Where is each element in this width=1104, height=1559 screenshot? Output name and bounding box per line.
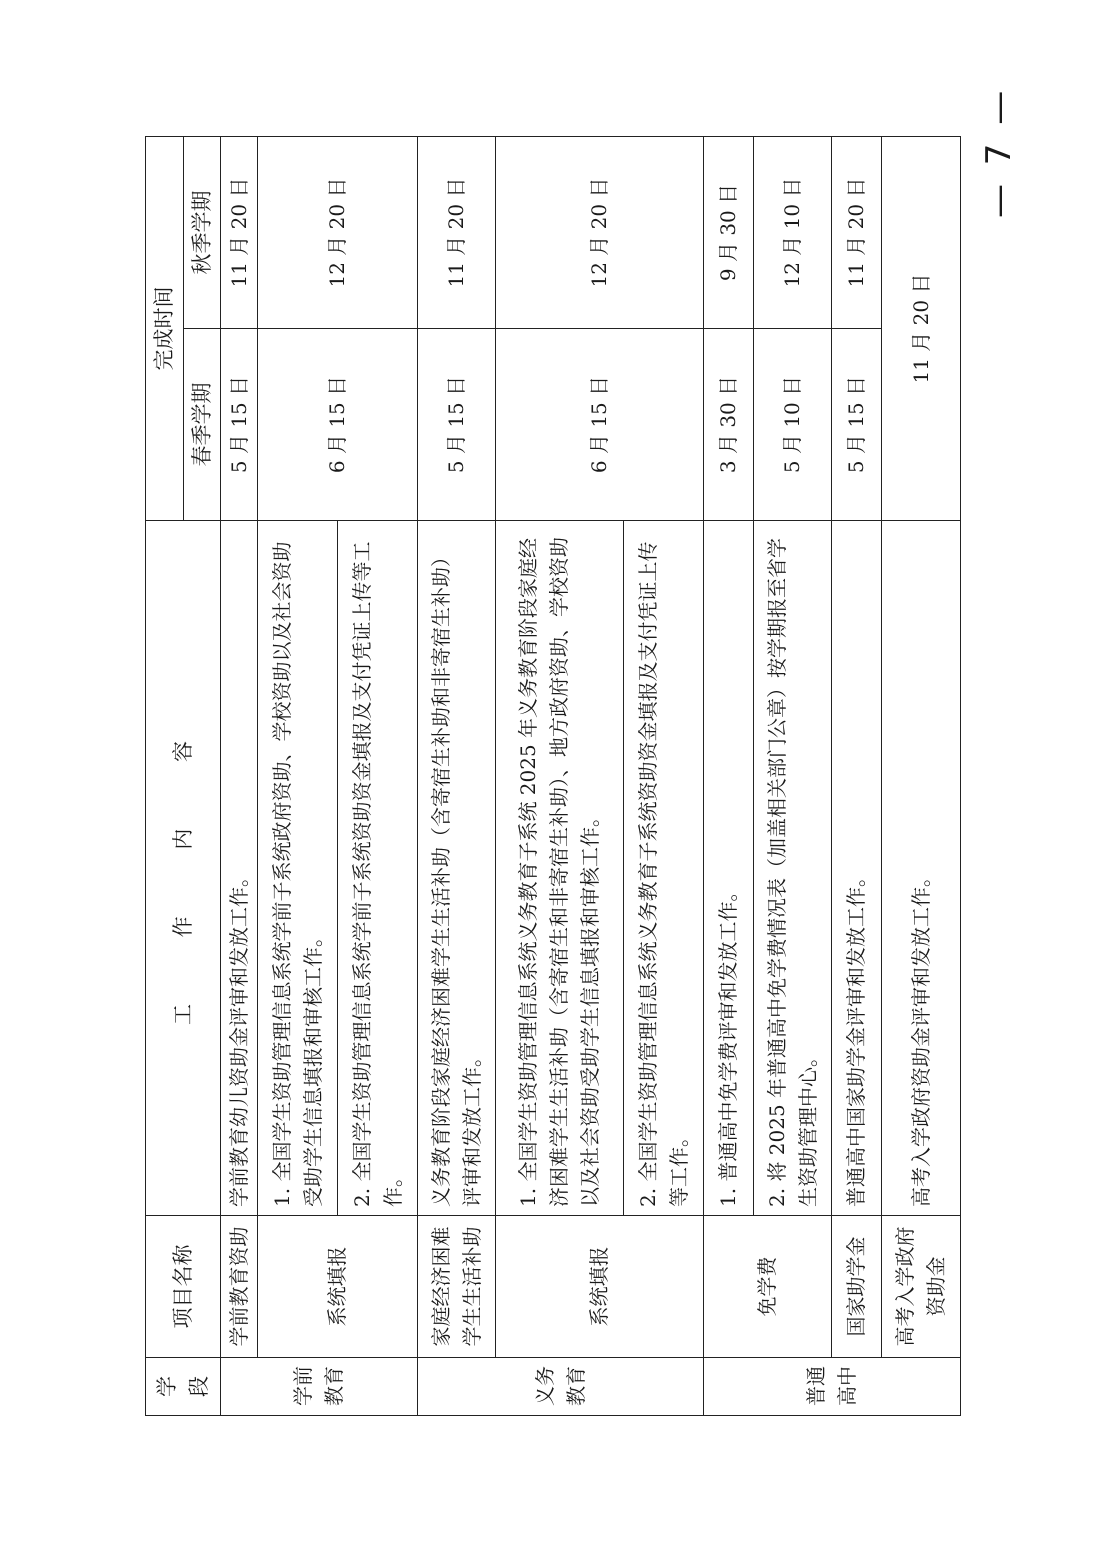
stage-label: 义务教育: [532, 1366, 588, 1406]
autumn-date: 11 月 20 日: [221, 137, 258, 329]
project-name: 免学费: [704, 1216, 832, 1358]
table-row: [832, 137, 882, 1416]
autumn-date: 12 月 20 日: [496, 137, 704, 329]
table-row: [221, 137, 258, 1416]
table-row: [704, 137, 754, 1416]
spring-date: 5 月 15 日: [221, 329, 258, 521]
work-content: 1. 普通高中免学费评审和发放工作。: [704, 521, 754, 1216]
work-schedule-table: [145, 136, 961, 1416]
work-content: 2. 全国学生资助管理信息系统义务教育子系统资助资金填报及支付凭证上传等工作。: [624, 521, 704, 1216]
project-name: 高考入学政府资助金: [882, 1216, 961, 1358]
completion-date-merged: 11 月 20 日: [882, 137, 961, 521]
work-content: 高考入学政府资助金评审和发放工作。: [882, 521, 961, 1216]
autumn-date: 11 月 20 日: [418, 137, 496, 329]
table-row: [418, 137, 496, 1416]
work-content: 1. 全国学生资助管理信息系统义务教育子系统 2025 年义务教育阶段家庭经济困难学生生活补助（含寄宿生和非寄宿生补助）、地方政府资助、学校资助以及社会资助受助学生信息填报和审核工作。: [496, 521, 624, 1216]
spring-date: 5 月 15 日: [418, 329, 496, 521]
project-name: 系统填报: [496, 1216, 704, 1358]
stage-preschool: [221, 1358, 418, 1416]
stage-label: 普通高中: [804, 1366, 860, 1406]
stage-label: 学前教育: [291, 1366, 347, 1406]
table-row: [258, 137, 338, 1416]
header-row-1: [146, 137, 184, 1416]
header-autumn-semester: 秋季学期: [183, 137, 221, 329]
spring-date: 6 月 15 日: [258, 329, 418, 521]
project-name: 家庭经济困难学生生活补助: [418, 1216, 496, 1358]
spring-date: 6 月 15 日: [496, 329, 704, 521]
autumn-date: 11 月 20 日: [832, 137, 882, 329]
spring-date: 5 月 10 日: [754, 329, 832, 521]
autumn-date: 9 月 30 日: [704, 137, 754, 329]
project-name: 学前教育资助: [221, 1216, 258, 1358]
stage-highschool: [704, 1358, 961, 1416]
work-content: 义务教育阶段家庭经济困难学生生活补助（含寄宿生补助和非寄宿生补助）评审和发放工作。: [418, 521, 496, 1216]
work-content: 学前教育幼儿资助金评审和发放工作。: [221, 521, 258, 1216]
project-name: 国家助学金: [832, 1216, 882, 1358]
work-content: 2. 全国学生资助管理信息系统学前子系统资助资金填报及支付凭证上传等工作。: [338, 521, 418, 1216]
spring-date: 3 月 30 日: [704, 329, 754, 521]
header-spring-semester: 春季学期: [183, 329, 221, 521]
work-content: 普通高中国家助学金评审和发放工作。: [832, 521, 882, 1216]
page-number: — 7 —: [979, 86, 1019, 218]
work-content: 1. 全国学生资助管理信息系统学前子系统政府资助、学校资助以及社会资助受助学生信息填报和审核工作。: [258, 521, 338, 1216]
table-row: [496, 137, 624, 1416]
work-content: 2. 将 2025 年普通高中免学费情况表（加盖相关部门公章）按学期报至省学生资助管理中心。: [754, 521, 832, 1216]
header-completion-time: 完成时间: [146, 137, 184, 521]
autumn-date: 12 月 20 日: [258, 137, 418, 329]
stage-compulsory: [418, 1358, 704, 1416]
header-work-content: 工 作 内 容: [146, 521, 221, 1216]
header-stage: 学段: [146, 1358, 221, 1416]
header-project-name: 项目名称: [146, 1216, 221, 1358]
autumn-date: 12 月 10 日: [754, 137, 832, 329]
project-name: 系统填报: [258, 1216, 418, 1358]
table-row: [882, 137, 961, 1416]
spring-date: 5 月 15 日: [832, 329, 882, 521]
